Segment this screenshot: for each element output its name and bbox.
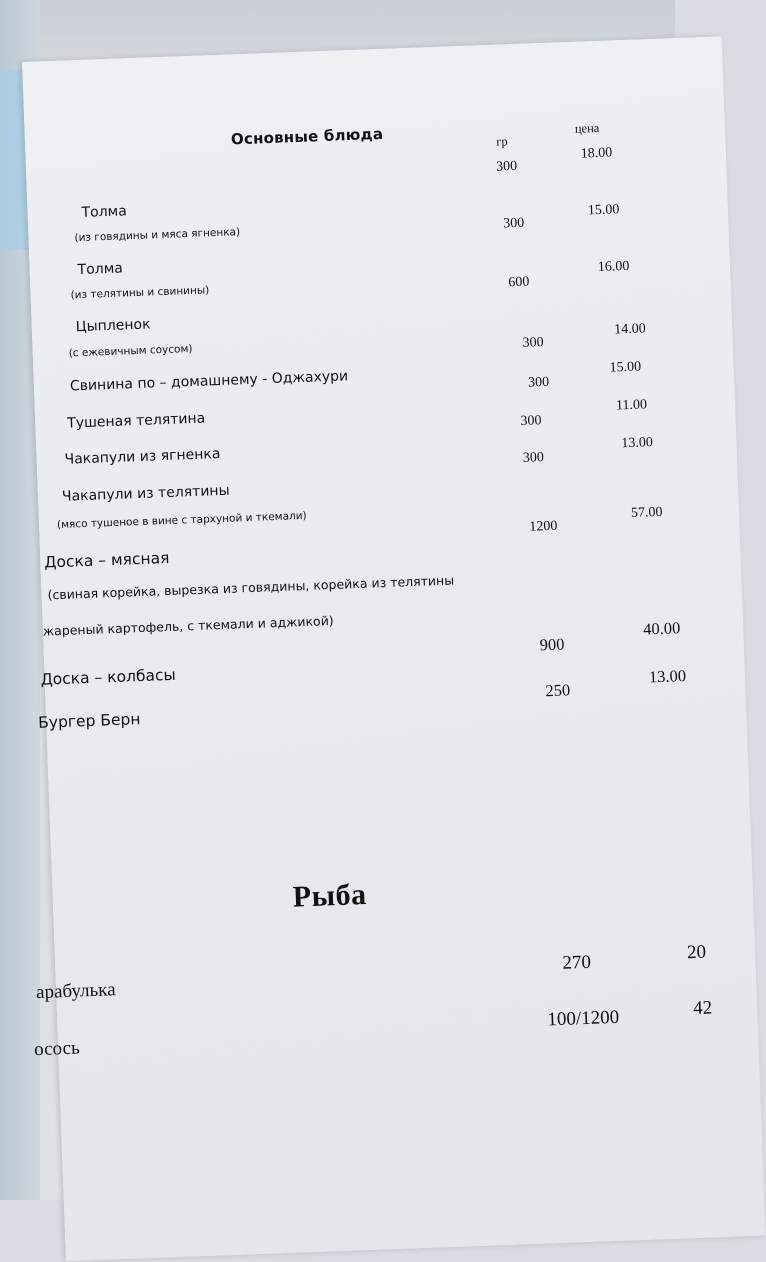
dish-price: 13.00 <box>621 435 654 452</box>
dish-price: 14.00 <box>613 321 646 338</box>
dish-weight: 300 <box>495 158 518 175</box>
dish-weight: 300 <box>522 450 545 466</box>
column-header-weight: гр <box>495 134 508 149</box>
dish-weight: 300 <box>527 374 550 391</box>
dish-note: (из телятины и свинины) <box>70 284 210 302</box>
dish-note-continued: жареный картофель, с ткемали и аджикой) <box>42 612 334 639</box>
dish-price: 40.00 <box>642 618 681 639</box>
dish-weight: 1200 <box>529 518 558 535</box>
dish-price: 15.00 <box>609 359 642 376</box>
fish-item-name: арабулька <box>35 979 116 1004</box>
dish-price: 16.00 <box>597 258 630 276</box>
fish-item-price: 20 <box>686 941 707 964</box>
fish-item-weight: 270 <box>562 951 592 974</box>
dish-price: 13.00 <box>648 666 687 687</box>
dish-note: (мясо тушеное в вине с тархуной и ткемали) <box>56 509 307 532</box>
dish-name: Цыпленок <box>75 316 151 336</box>
fish-item-weight: 100/1200 <box>547 1006 620 1031</box>
dish-weight: 250 <box>545 680 571 701</box>
dish-weight: 300 <box>502 215 525 232</box>
dish-name: Доска – мясная <box>44 548 170 572</box>
dish-weight: 300 <box>522 335 544 351</box>
column-header-price: цена <box>574 120 600 136</box>
section-title-fish: Рыба <box>292 877 368 914</box>
dish-weight: 600 <box>508 274 530 291</box>
menu-page <box>22 36 766 1261</box>
dish-name: Свинина по – домашнему - Оджахури <box>69 368 349 395</box>
dish-weight: 300 <box>520 413 542 429</box>
dish-note: (свиная корейка, вырезка из говядины, корейка из телятины <box>47 572 455 603</box>
dish-weight: 900 <box>539 634 565 655</box>
dish-name: Чакапули из ягненка <box>64 445 221 468</box>
dish-name: Чакапули из телятины <box>61 482 230 505</box>
fish-item-price: 42 <box>692 997 713 1020</box>
dish-name: Тушеная телятина <box>66 410 206 432</box>
dish-name: Толма <box>81 203 128 221</box>
dish-note: (с ежевичным соусом) <box>68 342 193 360</box>
dish-name: Доска – колбасы <box>40 665 177 689</box>
dish-price: 57.00 <box>630 504 663 521</box>
dish-price: 11.00 <box>615 397 648 414</box>
fish-item-name: осось <box>33 1037 81 1061</box>
dish-name: Бургер Берн <box>37 710 141 732</box>
section-title-main: Основные блюда <box>230 124 384 149</box>
dish-price: 18.00 <box>580 145 613 162</box>
dish-name: Толма <box>77 260 124 279</box>
dish-note: (из говядины и мяса ягненка) <box>74 226 241 245</box>
dish-price: 15.00 <box>587 202 620 219</box>
